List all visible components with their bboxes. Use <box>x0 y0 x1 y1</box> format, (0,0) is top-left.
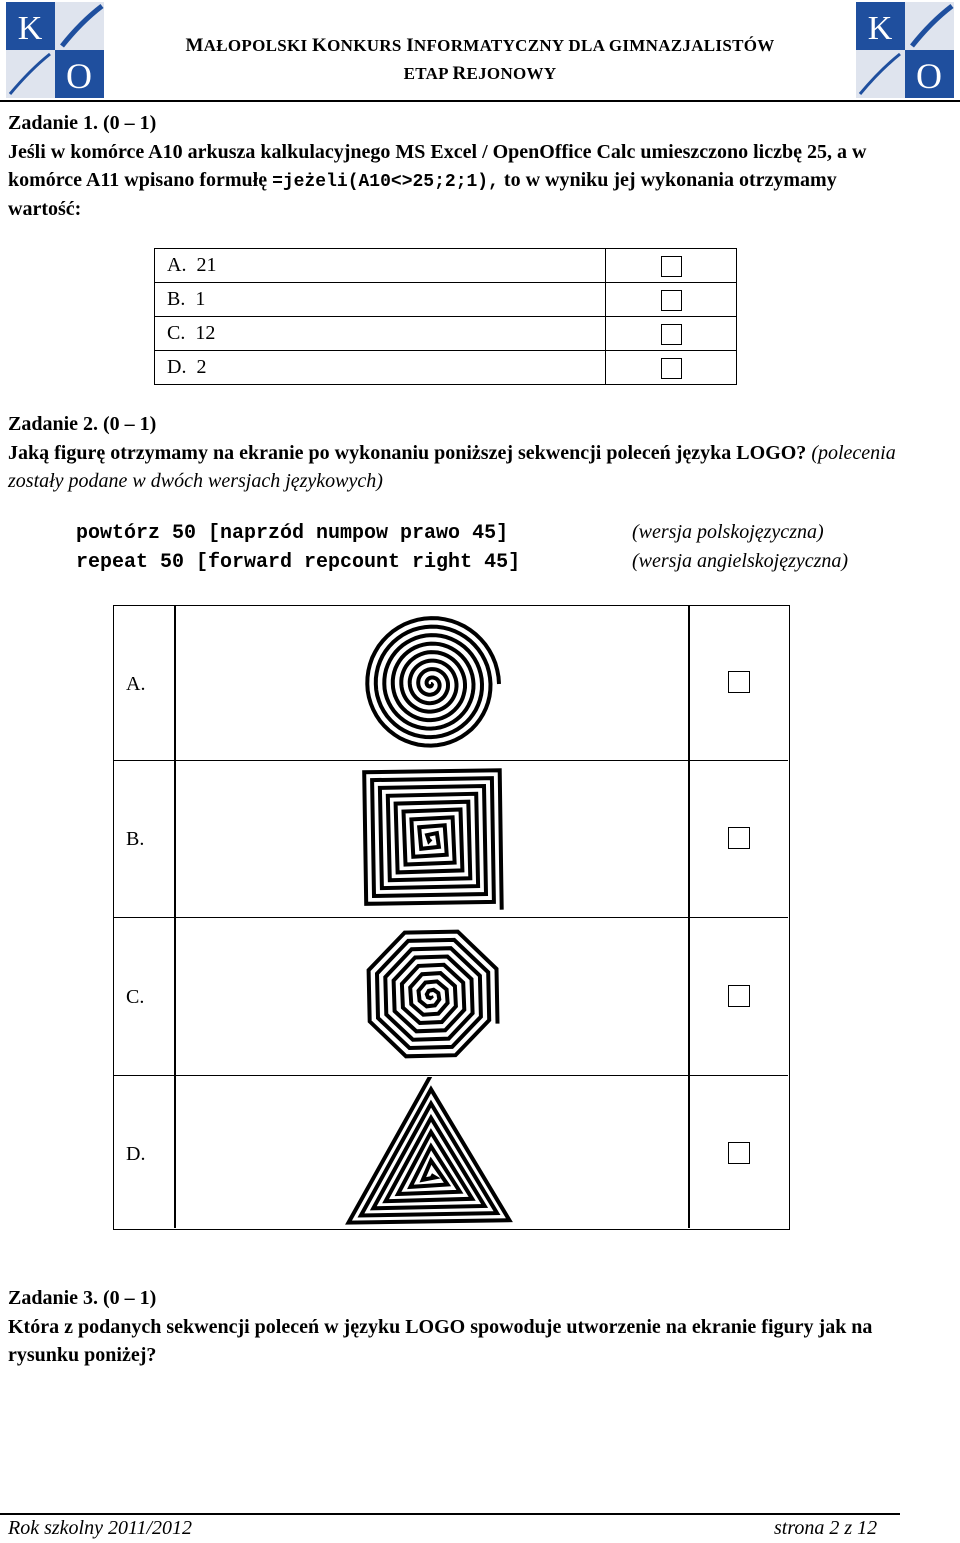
contest-logo-right <box>856 2 954 98</box>
header-divider <box>0 100 960 102</box>
logo-letter-o: O <box>66 56 92 96</box>
checkbox-figure-d[interactable] <box>728 1142 750 1164</box>
task2-title: Zadanie 2. (0 – 1) <box>8 413 157 435</box>
checkbox-option-b[interactable] <box>661 290 682 311</box>
task3-question: Która z podanych sekwencji poleceń w języku LOGO spowoduje utworzenie na ekranie figury jak na rysunku poniżej? <box>8 1316 873 1366</box>
option-row-d: D. 2 <box>155 351 737 385</box>
checkbox-figure-b[interactable] <box>728 827 750 849</box>
footer-school-year: Rok szkolny 2011/2012 <box>8 1517 193 1539</box>
spiral-square-figure <box>176 762 686 916</box>
contest-logo-left <box>6 2 104 98</box>
spiral-triangle-figure <box>176 1077 686 1229</box>
logo-letter-o: O <box>916 56 942 96</box>
footer-page-number: strona 2 z 12 <box>774 1517 878 1539</box>
checkbox-figure-c[interactable] <box>728 985 750 1007</box>
option-row-a: A. 21 <box>155 249 737 283</box>
task2-figures-table <box>113 605 790 1230</box>
logo-letter-k: K <box>17 10 43 47</box>
option-value: 1 <box>195 288 206 310</box>
task1-options-table <box>154 248 737 385</box>
task3-title: Zadanie 3. (0 – 1) <box>8 1287 157 1309</box>
figure-label-b: B. <box>126 828 145 850</box>
option-value: 12 <box>195 322 216 344</box>
task1-formula: =jeżeli(A10<>25;2;1), <box>272 171 499 192</box>
figure-label-a: A. <box>126 673 146 695</box>
logo-code-english: repeat 50 [forward repcount right 45] <box>76 551 521 574</box>
checkbox-figure-a[interactable] <box>728 671 750 693</box>
option-value: 2 <box>196 356 207 378</box>
contest-stage: ETAP REJONOWY <box>403 63 557 84</box>
task2-question: Jaką figurę otrzymamy na ekranie po wykonaniu poniższej sekwencji poleceń języka LOGO? (polecenia zostały podane w dwóch wersjach językowych) <box>8 442 896 492</box>
spiral-circle-figure <box>176 608 686 760</box>
checkbox-option-d[interactable] <box>661 358 682 379</box>
option-row-c: C. 12 <box>155 317 737 351</box>
figure-label-d: D. <box>126 1143 146 1165</box>
logo-code-polish: powtórz 50 [naprzód numpow prawo 45] <box>76 522 509 545</box>
footer-divider <box>0 1513 900 1515</box>
logo-version-polish: (wersja polskojęzyczna) <box>632 521 824 543</box>
task1-question: Jeśli w komórce A10 arkusza kalkulacyjnego MS Excel / OpenOffice Calc umieszczono liczbę 25, a w komórce A11 wpisano formułę =jeżeli(A10<>25;2;1), to w wyniku jej wykonania otrzymamy wartość: <box>8 141 867 220</box>
option-value: 21 <box>196 254 217 276</box>
task1-title: Zadanie 1. (0 – 1) <box>8 112 157 134</box>
spiral-octagon-figure <box>176 919 686 1074</box>
checkbox-option-a[interactable] <box>661 256 682 277</box>
checkbox-option-c[interactable] <box>661 324 682 345</box>
logo-version-english: (wersja angielskojęzyczna) <box>632 550 849 572</box>
option-row-b: B. 1 <box>155 283 737 317</box>
task2-note: (polecenia zostały podane w dwóch wersjach językowych) <box>8 442 896 492</box>
figure-label-c: C. <box>126 986 145 1008</box>
logo-letter-k: K <box>867 10 893 47</box>
contest-title: MAŁOPOLSKI KONKURS INFORMATYCZNY DLA GIMNAZJALISTÓW <box>185 35 775 56</box>
